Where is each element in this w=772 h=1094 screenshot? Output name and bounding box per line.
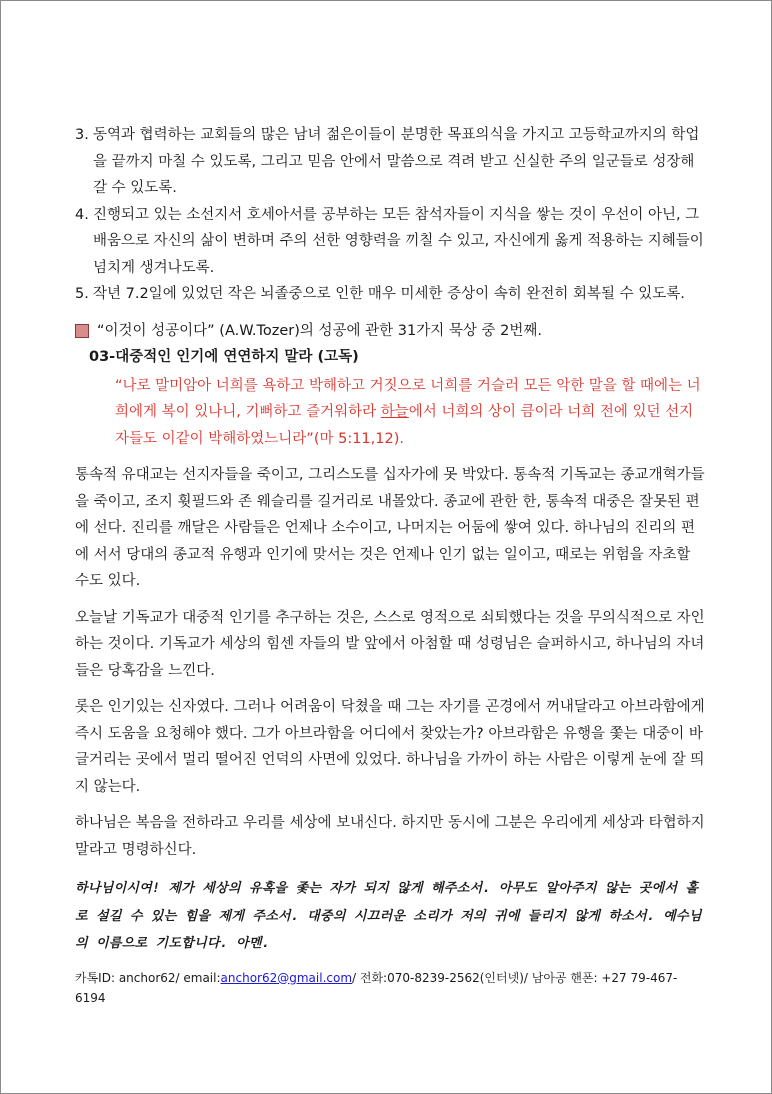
scripture-text-start: “나로 말미암아 너희를 욕하고 박해하고 거짓으로 너희를 거슬러 모든 악한 말을 할 때에는 너희에게 복이 있나니, 기뻐하고 즐거워하라 — [115, 377, 701, 420]
footer-prefix: 카톡ID: anchor62/ email: — [75, 970, 221, 985]
list-text: 진행되고 있는 소선지서 호세아서를 공부하는 모든 참석자들이 지식을 쌓는 것이 우선이 아닌, 그 배움으로 자신의 삶이 변하며 주의 선한 영향력을 끼칠 수 있고, 자신에게 옳게 적용하는 지혜들이 넘치게 생겨나도록. — [93, 206, 704, 276]
email-link[interactable]: anchor62@gmail.com — [220, 970, 353, 985]
list-text: 동역과 협력하는 교회들의 많은 남녀 젊은이들이 분명한 목표의식을 가지고 고등학교까지의 학업을 끝까지 마칠 수 있도록, 그리고 믿음 안에서 말씀으로 격려 받고 신실한 주의 일군들로 성장해 갈 수 있도록. — [93, 127, 700, 196]
bullet-square-icon — [75, 324, 89, 338]
paragraph: 롯은 인기있는 신자였다. 그러나 어려움이 닥쳤을 때 그는 자기를 곤경에서 꺼내달라고 아브라함에게 즉시 도움을 요청해야 했다. 그가 아브라함을 어디에서 찾았는가? 아브라함은 유행을 쫓는 대중이 바글거리는 곳에서 멀리 떨어진 언덕의 사면에 있었다. 하나님을 가까이 하는 사람은 이렇게 눈에 잘 띄지 않는다. — [75, 699, 705, 795]
scripture-quote — [75, 373, 705, 453]
scripture-underlined-word: 하늘 — [380, 404, 409, 420]
list-item — [75, 122, 705, 202]
devotion-title: “이것이 성공이다” (A.W.Tozer)의 성공에 관한 31가지 묵상 중 2번째. — [97, 322, 542, 339]
scripture-text-end: 에서 너희의 상이 큼이라 너희 전에 있던 선지자들도 이같이 박해하였느니라”(마 5:11,12). — [115, 404, 694, 447]
footer-suffix: / 전화:070-8239-2562(인터넷)/ 남아공 핸폰: +27 79-467-6194 — [75, 970, 678, 1005]
list-item — [75, 202, 705, 282]
contact-footer — [75, 968, 705, 1008]
prayer-list — [75, 122, 705, 308]
paragraph: 오늘날 기독교가 대중적 인기를 추구하는 것은, 스스로 영적으로 쇠퇴했다는 것을 무의식적으로 자인하는 것이다. 기독교가 세상의 힘센 자들의 발 앞에서 아첨할 때 성령님은 슬퍼하시고, 하나님의 자녀들은 당혹감을 느낀다. — [75, 609, 705, 679]
devotion-subtitle: 03-대중적인 인기에 연연하지 말라 (고독) — [89, 349, 359, 365]
paragraph: 통속적 유대교는 선지자들을 죽이고, 그리스도를 십자가에 못 박았다. 통속적 기독교는 종교개혁가들을 죽이고, 조지 휫필드와 존 웨슬리를 길거리로 내몰았다. 종교에 관한 한, 통속적 대중은 잘못된 편에 선다. 진리를 깨달은 사람들은 언제나 소수이고, 나머지는 어둠에 쌓여 있다. 하나님의 진리의 편에 서서 당대의 종교적 유행과 인기에 맞서는 것은 언제나 인기 없는 일이고, 때로는 위험을 자초할 수도 있다. — [75, 467, 705, 589]
closing-prayer: 하나님이시여! 제가 세상의 유혹을 좇는 자가 되지 않게 해주소서. 아무도 알아주지 않는 곳에서 홀로 설길 수 있는 힘을 제게 주소서. 대중의 시끄러운 소리가 저의 귀에 들리지 않게 하소서. 예수님의 이름으로 기도합니다. 아멘. — [75, 881, 702, 951]
list-text: 작년 7.2일에 있었던 작은 뇌졸중으로 인한 매우 미세한 증상이 속히 완전히 회복될 수 있도록. — [93, 286, 685, 302]
document-body — [75, 122, 705, 1008]
list-number: 3. — [75, 127, 89, 143]
devotion-header — [75, 318, 705, 345]
list-number: 4. — [75, 206, 89, 223]
paragraph: 하나님은 복음을 전하라고 우리를 세상에 보내신다. 하지만 동시에 그분은 우리에게 세상과 타협하지 말라고 명령하신다. — [75, 815, 705, 858]
list-number: 5. — [75, 286, 89, 302]
list-item — [75, 281, 705, 308]
